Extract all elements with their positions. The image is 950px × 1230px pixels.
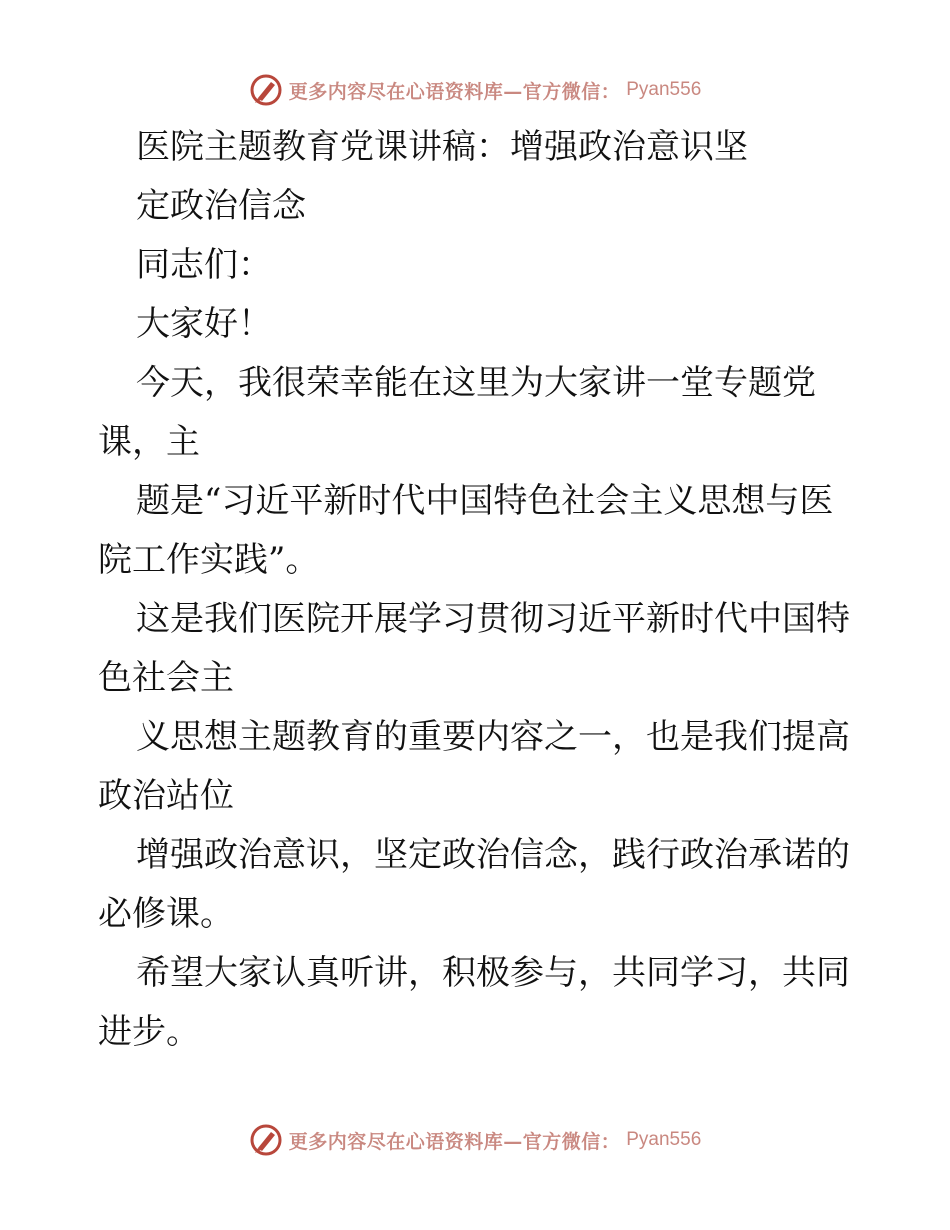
paragraph-line: 增强政治意识，坚定政治信念，践行政治承诺的	[136, 835, 850, 875]
paragraph-line: 这是我们医院开展学习贯彻习近平新时代中国特	[136, 599, 850, 639]
paragraph-line: 希望大家认真听讲，积极参与，共同学习，共同	[136, 953, 850, 993]
greeting-line: 大家好！	[136, 304, 272, 344]
footer-banner	[0, 1120, 950, 1160]
header-banner-id: Pyan556	[626, 79, 702, 100]
paragraph-line: 必修课。	[98, 894, 234, 934]
paragraph-line: 院工作实践”。	[98, 540, 320, 580]
title-line-2: 定政治信念	[136, 186, 306, 226]
paragraph-line: 课，主	[98, 422, 200, 462]
document-body	[98, 118, 858, 1062]
paragraph-line: 义思想主题教育的重要内容之一，也是我们提高	[136, 717, 850, 757]
paragraph-line: 今天，我很荣幸能在这里为大家讲一堂专题党	[136, 363, 816, 403]
header-banner-text: 更多内容尽在心语资料库—官方微信：	[288, 80, 621, 103]
paragraph-line: 政治站位	[98, 776, 234, 816]
pen-logo-icon	[249, 73, 283, 107]
title-line-1: 医院主题教育党课讲稿：增强政治意识坚	[136, 127, 748, 167]
paragraph-line: 题是“习近平新时代中国特色社会主义思想与医	[136, 481, 834, 521]
paragraph-line: 色社会主	[98, 658, 234, 698]
header-banner	[0, 70, 950, 110]
paragraph-line: 进步。	[98, 1012, 200, 1052]
pen-logo-icon	[249, 1123, 283, 1157]
footer-banner-text: 更多内容尽在心语资料库—官方微信：	[288, 1130, 621, 1153]
footer-banner-id: Pyan556	[626, 1129, 702, 1150]
salutation-line: 同志们：	[136, 245, 272, 285]
